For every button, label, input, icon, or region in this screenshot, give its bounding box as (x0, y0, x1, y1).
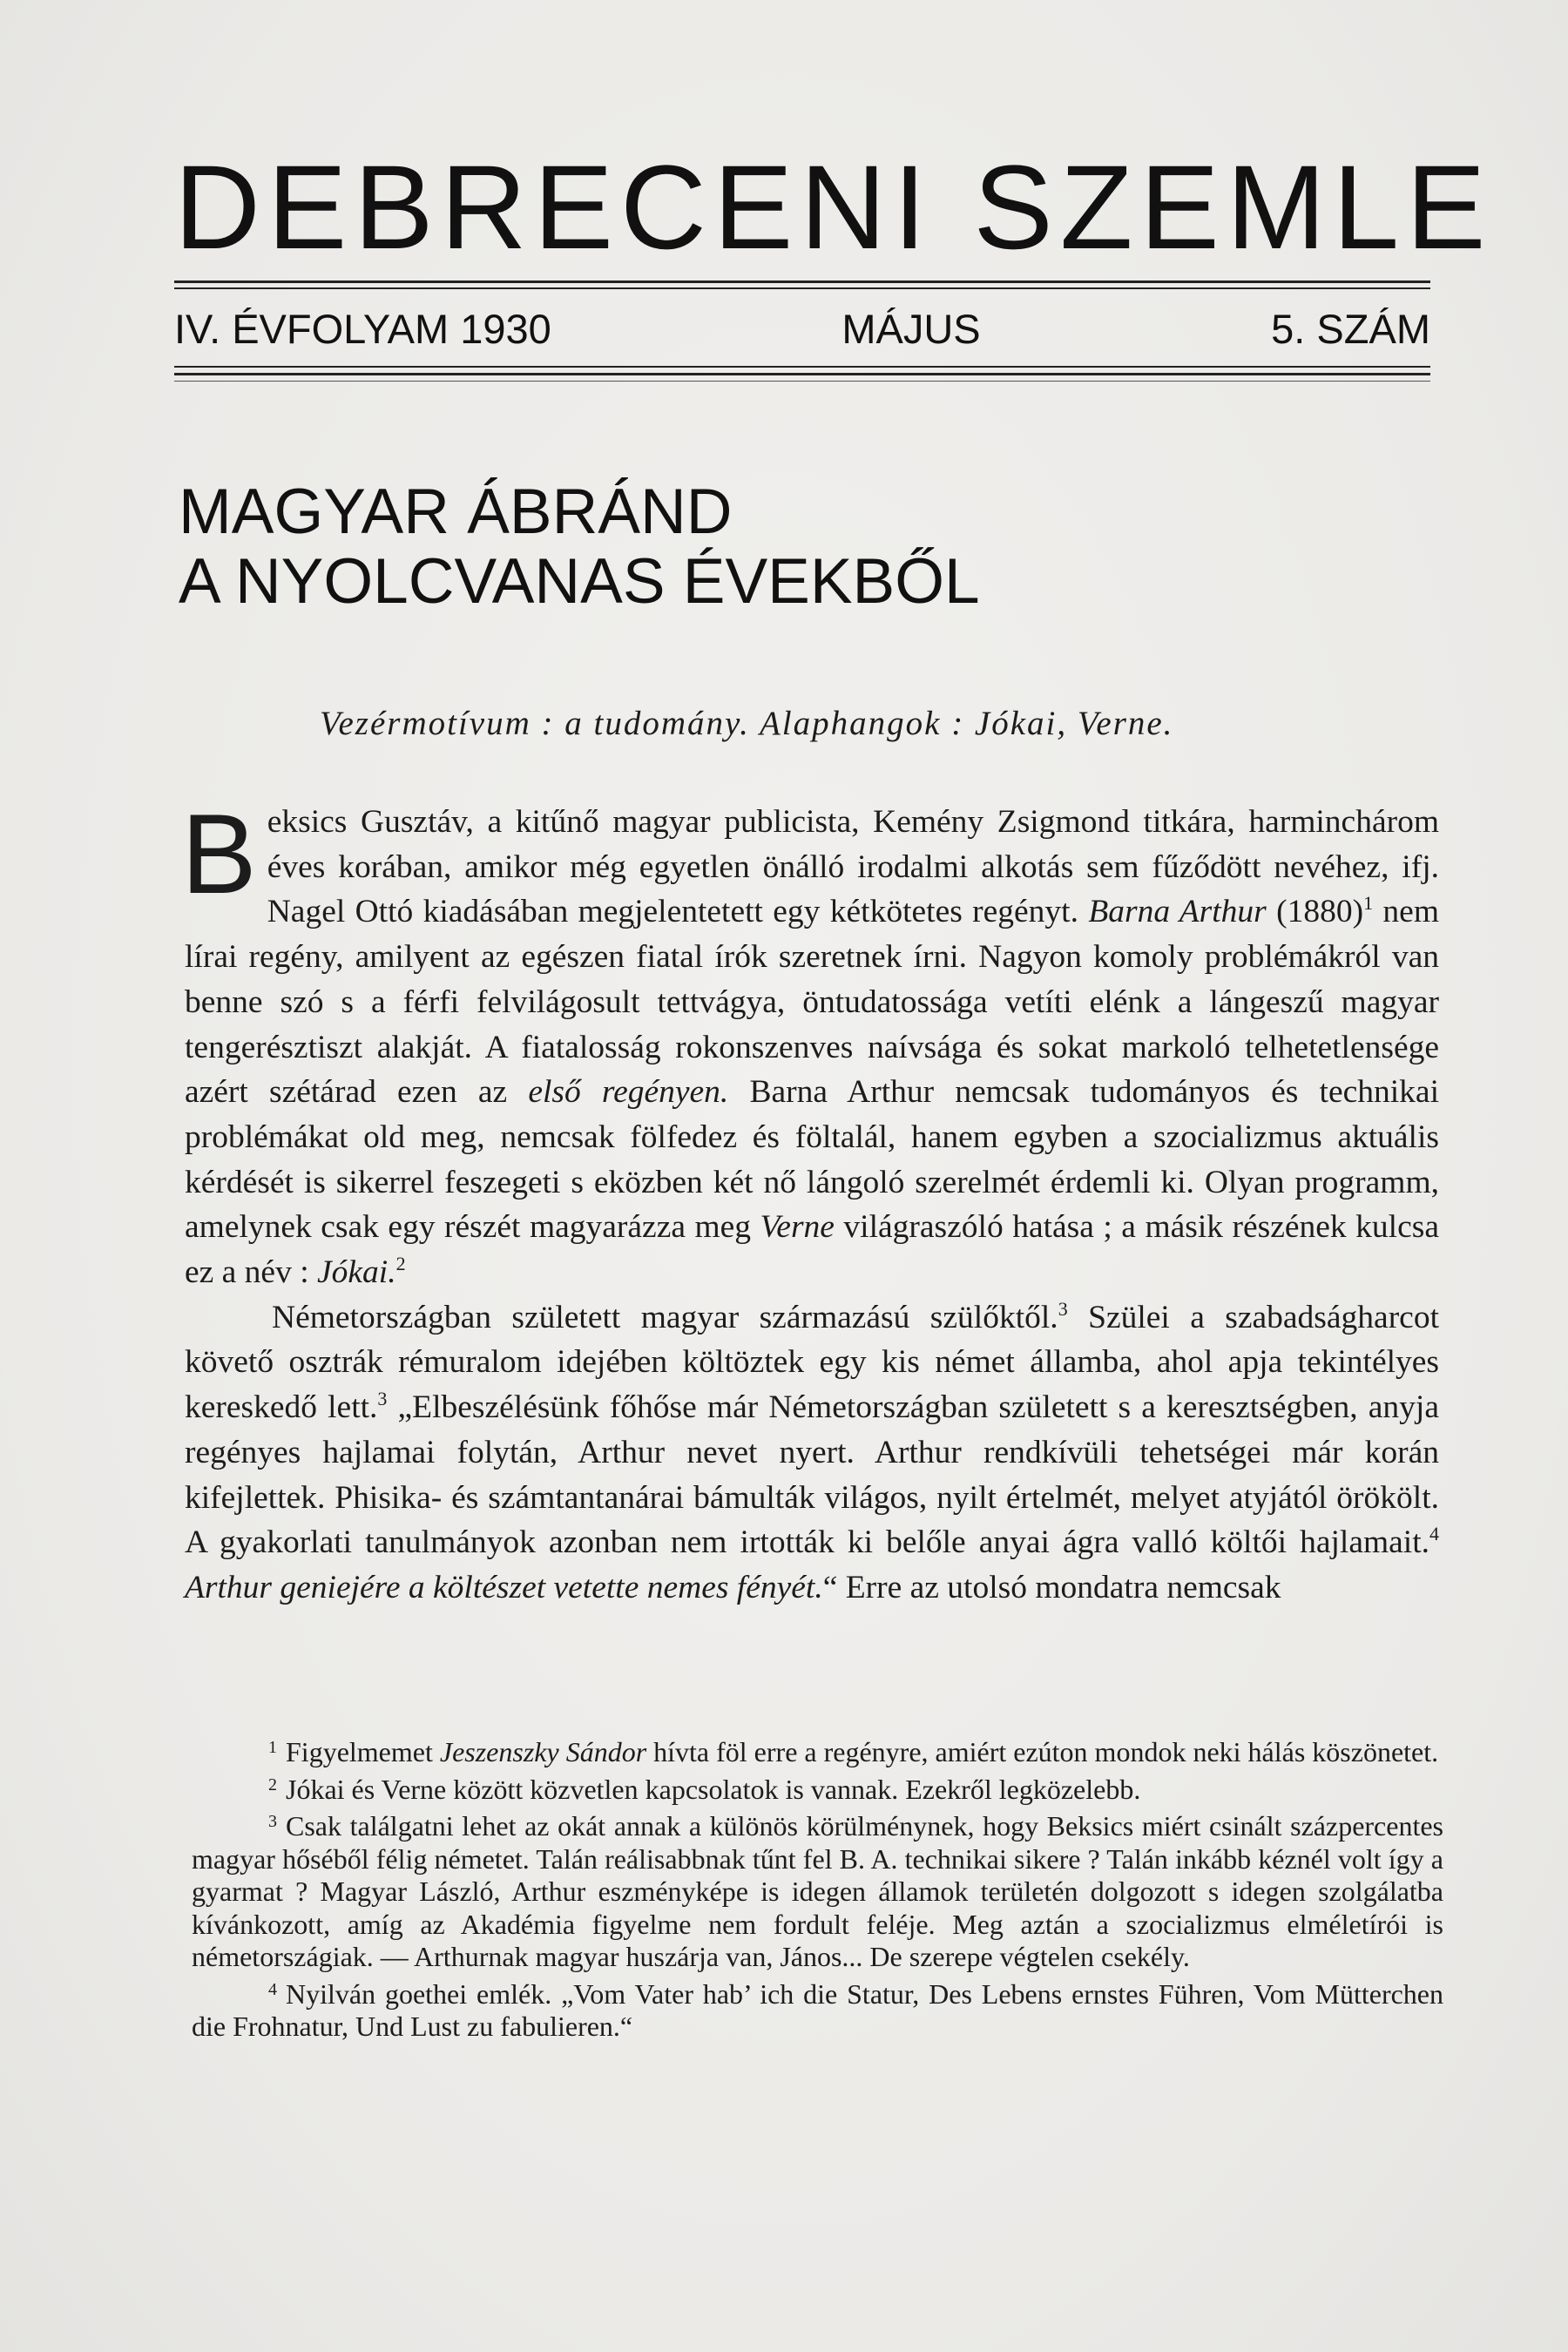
masthead-rule-top (174, 280, 1430, 283)
drop-cap: B (181, 790, 257, 917)
masthead-rule-bottom (174, 366, 1430, 368)
footnote-ref: 1 (1363, 892, 1374, 915)
article-title (179, 477, 980, 617)
article-motto: Vezérmotívum : a tudomány. Alaphangok : Jókai, Verne. (320, 705, 1174, 742)
paragraph-2: Németországban született magyar származású szülőktől.$^3$ Szülei a szabadságharcot követő osztrák rémuralom idejében költöztek egy kis német államba, ahol apja tekintélyes kereskedő lett.$^3$ „Elbeszélésünk főhőse már Németországban született s a keresztségben, anyja regényes hajlamai folytán, Arthur nevet nyert. Arthur rendkívüli tehetségei már korán kifejlettek. Phisika- és számtantanárai bámulták világos, nyilt értelmét, melyet atyjától örökölt. A gyakorlati tanulmányok azonban nem irtották ki belőle anyai ágra valló költői hajlamait.$^4$ Arthur geniejére a költészet vetette nemes fényét.“ Erre az utolsó mondatra nemcsak (185, 1297, 1439, 1605)
footnote-4: $^4$ Nyilván goethei emlék. „Vom Vater hab’ ich die Statur, Des Lebens ernstes Führen, Vom Mütterchen die Frohnatur, Und Lust zu fabulieren.“ (192, 1977, 1443, 2042)
article-title-line-1: MAGYAR ÁBRÁND (179, 476, 733, 547)
article-title-line-2: A NYOLCVANAS ÉVEKBŐL (179, 546, 980, 617)
issue-line (174, 305, 1430, 353)
journal-title: DEBRECENI SZEMLE (174, 141, 1493, 274)
article-body (181, 790, 1439, 1611)
novel-title: Barna Arthur (1088, 894, 1267, 930)
issue-month: MÁJUS (841, 306, 981, 352)
issue-number: 5. SZÁM (1271, 306, 1430, 352)
footnote-ref: 3 (1058, 1297, 1068, 1320)
footnote-ref: 3 (377, 1388, 388, 1410)
footnote-1: $^1$ Figyelmemet Jeszenszky Sándor hívta föl erre a regényre, amiért ezúton mondok neki hálás köszönetet. (268, 1736, 1439, 1767)
paragraph-1: Beksics Gusztáv, a kitűnő magyar publicista, Kemény Zsigmond titkára, harminchárom éves korában, amikor még egyetlen önálló irodalmi alkotás sem fűződött nevéhez, ifj. Nagel Ottó kiadásában megjelentetett egy kétkötetes regényt. Barna Arthur $(1880)^1$ nem lírai regény, amilyent az egészen fiatal írók szeretnek írni. Nagyon komoly problémákról van benne szó s a férfi felvilágosult tettvágya, öntudatossága vetíti elénk a lángeszű magyar tengerésztiszt alakját. A fiatalosság rokonszenves naívsága és sokat markoló telhetetlensége azért szétárad ezen az első regényen. Barna Arthur nemcsak tudományos és technikai problémákat old meg, nemcsak fölfedez és föltalál, hanem egyben a szocializmus aktuális kérdését is sikerrel feszegeti s eközben két nő lángoló szerelmét érdemli ki. Olyan programm, amelynek csak egy részét magyarázza meg Verne világraszóló hatása ; a másik részének kulcsa ez a név : Jókai.$^2$ (181, 790, 1439, 1291)
footnote-ref: 2 (395, 1253, 406, 1275)
footnotes (192, 1732, 1443, 2044)
masthead-rule-bottom-thick (174, 373, 1430, 375)
footnote-2: $^2$ Jókai és Verne között közvetlen kapcsolatok is vannak. Ezekről legközelebb. (268, 1773, 1141, 1805)
volume-year: IV. ÉVFOLYAM 1930 (174, 306, 551, 352)
masthead-rule-bottom-thin (174, 381, 1430, 382)
footnote-ref: 4 (1429, 1523, 1439, 1545)
masthead-rule-top-thin (174, 287, 1430, 289)
footnote-3: $^3$ Csak találgatni lehet az okát annak a különös körülménynek, hogy Beksics miért csinált százpercentes magyar hőséből félig németet. Talán reálisabbnak tűnt fel B. A. technikai sikere ? Talán inkább kéznél volt így a gyarmat ? Magyar László, Arthur eszményképe is idegen államok területén dolgozott s idegen szolgálatba kívánkozott, amíg az Akadémia figyelme nem fordult feléje. Meg aztán a szocializmus elméletírói is németországiak. — Arthurnak magyar huszárja van, János... De szerepe végtelen csekély. (192, 1810, 1443, 1972)
